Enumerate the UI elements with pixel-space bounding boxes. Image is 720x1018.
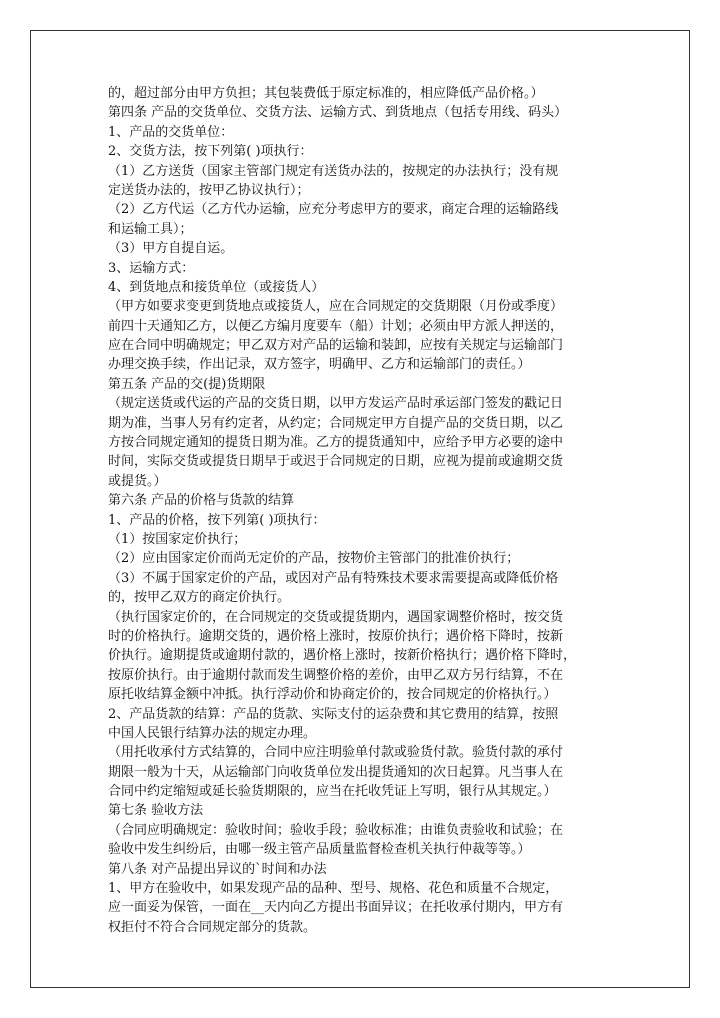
text-line: 验收中发生纠纷后，由哪一级主管产品质量监督检查机关执行仲裁等等。） <box>108 842 531 858</box>
text-line: （2）应由国家定价而尚无定价的产品，按物价主管部门的批准价执行； <box>108 551 520 567</box>
text-line: （执行国家定价的，在合同规定的交货或提货期内，遇国家调整价格时，按交货 <box>108 609 564 625</box>
text-line: 应一面妥为保管，一面在__天内向乙方提出书面异议；在托收承付期内，甲方有 <box>108 900 564 916</box>
text-line: 办理交换手续，作出记录，双方签字，明确甲、乙方和运输部门的责任。） <box>108 357 531 373</box>
text-line: 1、甲方在验收中，如果发现产品的品种、型号、规格、花色和质量不合规定， <box>108 881 559 897</box>
article-heading: 第八条 对产品提出异议的`时间和办法 <box>108 861 327 877</box>
text-line: 按原价执行。由于逾期付款而发生调整价格的差价，由甲乙双方另行结算，不在 <box>108 667 564 683</box>
text-line: 原托收结算金额中冲抵。执行浮动价和协商定价的，按合同规定的价格执行。） <box>108 687 557 703</box>
text-line: 应在合同中明确规定；甲乙双方对产品的运输和装卸，应按有关规定与运输部门 <box>108 338 564 354</box>
text-line: （2）乙方代运（乙方代办运输，应充分考虑甲方的要求，商定合理的运输路线 <box>108 202 559 218</box>
text-line: 时间，实际交货或提货日期早于或迟于合同规定的日期，应视为提前或逾期交货 <box>108 454 564 470</box>
text-line: 期为准，当事人另有约定者，从约定；合同规定甲方自提产品的交货日期，以乙 <box>108 415 564 431</box>
text-line: （合同应明确规定：验收时间；验收手段；验收标准；由谁负责验收和试验；在 <box>108 822 564 838</box>
text-line: 或提货。） <box>108 473 167 489</box>
text-line: 3、运输方式： <box>108 260 195 276</box>
text-line: （规定送货或代运的产品的交货日期，以甲方发运产品时承运部门签发的戳记日 <box>108 396 564 412</box>
text-line: （1）乙方送货（国家主管部门规定有送货办法的，按规定的办法执行；没有规 <box>108 163 559 179</box>
text-line: 1、产品的价格，按下列第( )项执行： <box>108 512 326 528</box>
text-line: （3）甲方自提自运。 <box>108 241 234 257</box>
text-line: 4、到货地点和接货单位（或接货人） <box>108 279 325 295</box>
text-line: 的，按甲乙双方的商定价执行。 <box>108 590 291 606</box>
text-line: 价执行。逾期提货或逾期付款的，遇价格上涨时，按新价格执行；遇价格下降时， <box>108 648 577 664</box>
text-line: 时的价格执行。逾期交货的，遇价格上涨时，按原价执行；遇价格下降时，按新 <box>108 628 564 644</box>
text-line: 1、产品的交货单位： <box>108 124 234 140</box>
text-line: 中国人民银行结算办法的规定办理。 <box>108 725 317 741</box>
text-line: （3）不属于国家定价的产品，或因对产品有特殊技术要求需要提高或降低价格 <box>108 570 559 586</box>
text-line: 权拒付不符合合同规定部分的货款。 <box>108 919 317 935</box>
text-line: 的，超过部分由甲方负担；其包装费低于原定标准的，相应降低产品价格。） <box>108 86 544 101</box>
text-line: 和运输工具）； <box>108 221 193 237</box>
text-line: 定送货办法的，按甲乙协议执行）； <box>108 182 310 198</box>
text-line: （用托收承付方式结算的，合同中应注明验单付款或验货付款。验货付款的承付 <box>108 745 564 761</box>
text-line: （甲方如要求变更到货地点或接货人，应在合同规定的交货期限（月份或季度） <box>108 299 564 315</box>
text-line: 合同中约定缩短或延长验货期限的，应当在托收凭证上写明，银行从其规定。） <box>108 784 557 800</box>
text-line: 方按合同规定通知的提货日期为准。乙方的提货通知中，应给予甲方必要的途中 <box>108 435 564 451</box>
article-heading: 第四条 产品的交货单位、交货方法、运输方式、到货地点（包括专用线、码头） <box>108 105 568 121</box>
text-line: 2、产品货款的结算：产品的货款、实际支付的运杂费和其它费用的结算，按照 <box>108 706 559 722</box>
document-body <box>108 84 620 937</box>
article-heading: 第七条 验收方法 <box>108 803 204 819</box>
article-heading: 第五条 产品的交(提)货期限 <box>108 376 266 392</box>
text-line: 期限一般为十天，从运输部门向收货单位发出提货通知的次日起算。凡当事人在 <box>108 764 564 780</box>
article-heading: 第六条 产品的价格与货款的结算 <box>108 493 295 509</box>
text-line: 前四十天通知乙方，以便乙方编月度要车（船）计划；必须由甲方派人押送的， <box>108 318 564 334</box>
text-line: 2、交货方法，按下列第( )项执行： <box>108 144 313 160</box>
text-line: （1）按国家定价执行； <box>108 531 247 547</box>
